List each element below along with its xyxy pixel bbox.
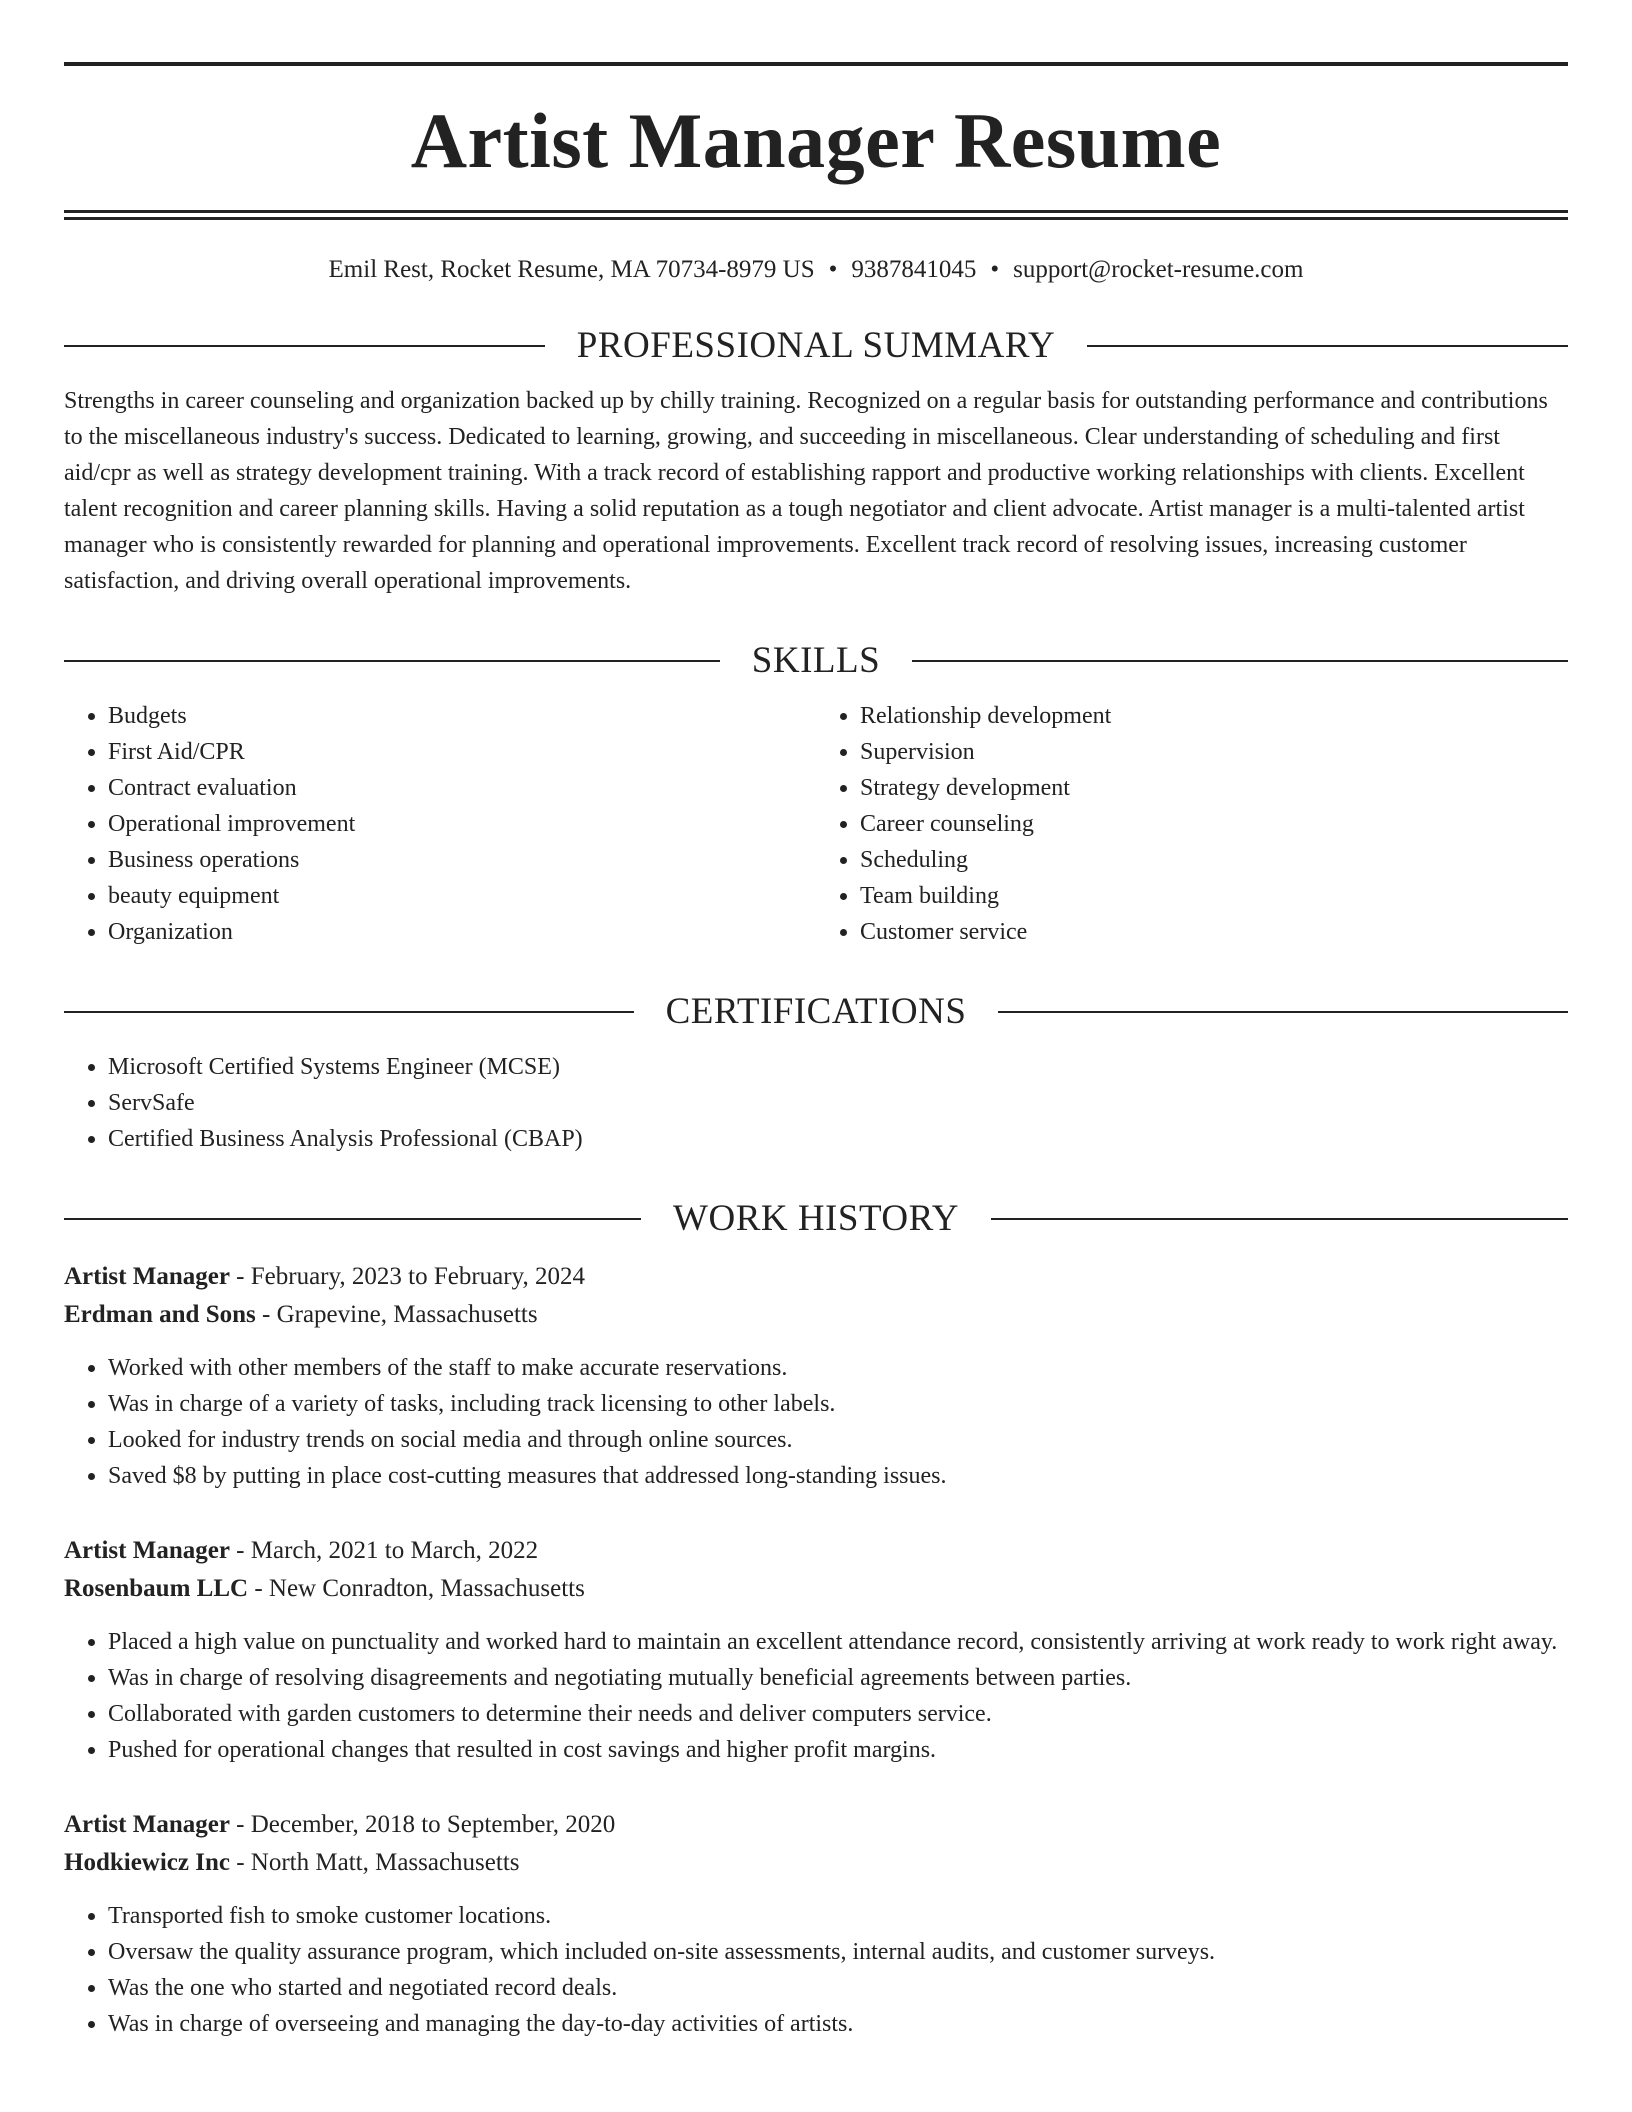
heading-rule-right bbox=[998, 1011, 1568, 1013]
certification-item: • Certified Business Analysis Professional (CBAP) bbox=[108, 1121, 1568, 1157]
job-title: Artist Manager bbox=[64, 1537, 230, 1564]
heading-rule-left bbox=[64, 1218, 641, 1220]
job-bullet: • Was in charge of resolving disagreements and negotiating mutually beneficial agreements between parties. bbox=[108, 1660, 1568, 1696]
skill-item: • Strategy development bbox=[860, 770, 1568, 806]
skills-list-left bbox=[64, 698, 816, 950]
certification-item: • ServSafe bbox=[108, 1085, 1568, 1121]
job-location: - Grapevine, Massachusetts bbox=[255, 1301, 538, 1328]
summary-text: Strengths in career counseling and organization backed up by chilly training. Recognized on a regular basis for outstanding performance and contributions to the miscellaneous industry's success. Dedicated to learning, growing, and succeeding in miscellaneous. Clear understanding of scheduling and first aid/cpr as well as strategy development training. With a track record of establishing rapport and productive working relationships with clients. Excellent talent recognition and career planning skills. Having a solid reputation as a tough negotiator and client advocate. Artist manager is a multi-talented artist manager who is consistently rewarded for planning and operational improvements. Excellent track record of resolving issues, increasing customer satisfaction, and driving overall operational improvements. bbox=[64, 388, 1548, 594]
skills-list-right bbox=[816, 698, 1568, 950]
contact-separator: • bbox=[990, 256, 1000, 283]
skill-item: • Customer service bbox=[860, 914, 1568, 950]
certifications-list bbox=[64, 1049, 1568, 1157]
job-entry bbox=[64, 1258, 1568, 1494]
job-bullet: • Was in charge of a variety of tasks, including track licensing to other labels. bbox=[108, 1386, 1568, 1422]
top-rule bbox=[64, 62, 1568, 66]
contact-address: Emil Rest, Rocket Resume, MA 70734-8979 US bbox=[328, 256, 815, 283]
certifications-heading-label: CERTIFICATIONS bbox=[665, 991, 967, 1032]
skill-item: • Supervision bbox=[860, 734, 1568, 770]
job-title: Artist Manager bbox=[64, 1263, 230, 1290]
job-dates: - December, 2018 to September, 2020 bbox=[229, 1811, 616, 1838]
work-history-heading-label: WORK HISTORY bbox=[673, 1198, 959, 1239]
job-bullet: • Placed a high value on punctuality and worked hard to maintain an excellent attendance record, consistently arriving at work ready to work right away. bbox=[108, 1624, 1568, 1660]
job-bullet: • Oversaw the quality assurance program, which included on-site assessments, internal audits, and customer surveys. bbox=[108, 1934, 1568, 1970]
heading-rule-right bbox=[912, 660, 1568, 662]
summary-heading-label: PROFESSIONAL SUMMARY bbox=[576, 325, 1056, 366]
skill-item: • beauty equipment bbox=[108, 878, 816, 914]
job-title-line bbox=[64, 1258, 1568, 1296]
contact-phone: 9387841045 bbox=[851, 256, 977, 283]
job-location: - New Conradton, Massachusetts bbox=[248, 1575, 585, 1602]
skill-item: • First Aid/CPR bbox=[108, 734, 816, 770]
work-history-heading bbox=[64, 1197, 1568, 1240]
job-location: - North Matt, Massachusetts bbox=[229, 1849, 520, 1876]
title-double-rule bbox=[64, 210, 1568, 220]
certifications-heading bbox=[64, 990, 1568, 1033]
job-bullets bbox=[64, 1624, 1568, 1768]
job-entry bbox=[64, 1806, 1568, 2042]
job-bullets bbox=[64, 1350, 1568, 1494]
job-dates: - February, 2023 to February, 2024 bbox=[229, 1263, 585, 1290]
heading-rule-left bbox=[64, 1011, 634, 1013]
skill-item: • Budgets bbox=[108, 698, 816, 734]
contact-email[interactable]: support@rocket-resume.com bbox=[1013, 256, 1304, 283]
job-company-line bbox=[64, 1844, 1568, 1882]
job-company: Hodkiewicz Inc bbox=[64, 1849, 230, 1876]
skill-item: • Scheduling bbox=[860, 842, 1568, 878]
certification-item: • Microsoft Certified Systems Engineer (MCSE) bbox=[108, 1049, 1568, 1085]
skill-item: • Relationship development bbox=[860, 698, 1568, 734]
job-title: Artist Manager bbox=[64, 1811, 230, 1838]
skills-columns bbox=[64, 698, 1568, 950]
job-dates: - March, 2021 to March, 2022 bbox=[229, 1537, 539, 1564]
job-entry bbox=[64, 1532, 1568, 1768]
skill-item: • Career counseling bbox=[860, 806, 1568, 842]
summary-heading bbox=[64, 324, 1568, 367]
skill-item: • Business operations bbox=[108, 842, 816, 878]
skill-item: • Contract evaluation bbox=[108, 770, 816, 806]
job-title-line bbox=[64, 1532, 1568, 1570]
resume-title: Artist Manager Resume bbox=[410, 97, 1222, 184]
heading-rule-right bbox=[991, 1218, 1568, 1220]
job-bullet: • Worked with other members of the staff to make accurate reservations. bbox=[108, 1350, 1568, 1386]
job-bullet: • Was in charge of overseeing and managing the day-to-day activities of artists. bbox=[108, 2006, 1568, 2042]
job-bullet: • Pushed for operational changes that resulted in cost savings and higher profit margins. bbox=[108, 1732, 1568, 1768]
job-company: Rosenbaum LLC bbox=[64, 1575, 249, 1602]
job-bullet: • Looked for industry trends on social media and through online sources. bbox=[108, 1422, 1568, 1458]
heading-rule-left bbox=[64, 345, 545, 347]
job-bullet: • Was the one who started and negotiated record deals. bbox=[108, 1970, 1568, 2006]
job-bullet: • Collaborated with garden customers to determine their needs and deliver computers service. bbox=[108, 1696, 1568, 1732]
job-company: Erdman and Sons bbox=[64, 1301, 256, 1328]
job-bullets bbox=[64, 1898, 1568, 2042]
contact-line bbox=[64, 256, 1568, 284]
skills-heading bbox=[64, 639, 1568, 682]
job-bullet: • Transported fish to smoke customer locations. bbox=[108, 1898, 1568, 1934]
job-title-line bbox=[64, 1806, 1568, 1844]
job-bullet: • Saved $8 by putting in place cost-cutting measures that addressed long-standing issues. bbox=[108, 1458, 1568, 1494]
skill-item: • Organization bbox=[108, 914, 816, 950]
skill-item: • Team building bbox=[860, 878, 1568, 914]
job-company-line bbox=[64, 1570, 1568, 1608]
heading-rule-right bbox=[1087, 345, 1568, 347]
skills-heading-label: SKILLS bbox=[751, 640, 881, 681]
job-company-line bbox=[64, 1296, 1568, 1334]
contact-separator: • bbox=[828, 256, 838, 283]
skill-item: • Operational improvement bbox=[108, 806, 816, 842]
heading-rule-left bbox=[64, 660, 720, 662]
